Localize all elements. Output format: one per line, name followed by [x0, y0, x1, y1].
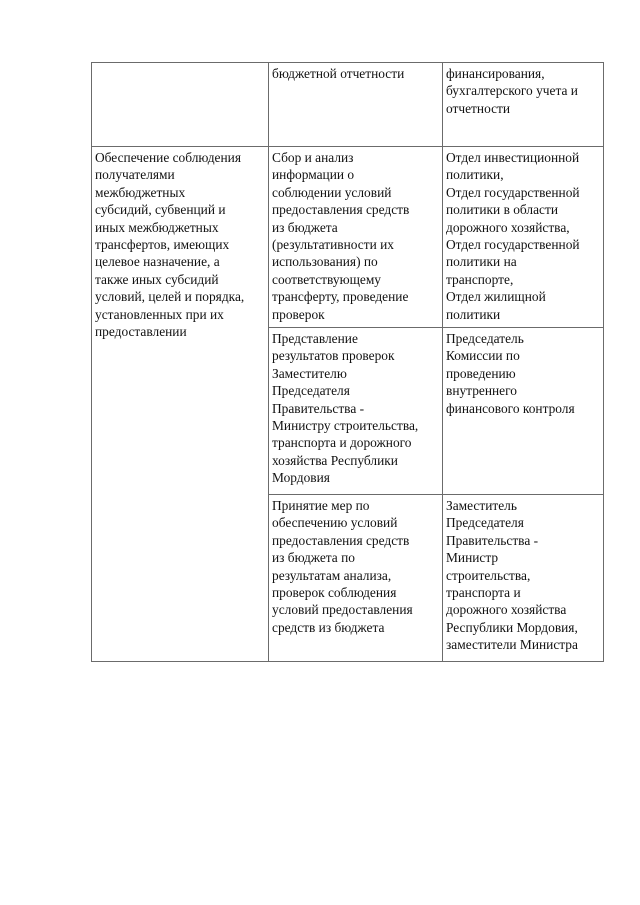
table-cell-responsible: финансирования, бухгалтерского учета и отчетности — [443, 63, 604, 147]
table-cell-action: Сбор и анализ информации о соблюдении условий предоставления средств из бюджета (результативности их использования) по соответствующему трансферту, проведение проверок — [269, 147, 443, 328]
table-row — [92, 147, 604, 328]
table-cell-task — [92, 63, 269, 147]
table-cell-action: бюджетной отчетности — [269, 63, 443, 147]
table-cell-responsible: Отдел инвестиционной политики, Отдел государственной политики в области дорожного хозяйства, Отдел государственной политики на транспорте, Отдел жилищной политики — [443, 147, 604, 328]
table-cell-task: Обеспечение соблюдения получателями межбюджетных субсидий, субвенций и иных межбюджетных трансфертов, имеющих целевое назначение, а также иных субсидий условий, целей и порядка, установленных при их предоставлении — [92, 147, 269, 662]
table-cell-responsible: Председатель Комиссии по проведению внутреннего финансового контроля — [443, 328, 604, 495]
table-cell-responsible: Заместитель Председателя Правительства - Министр строительства, транспорта и дорожного хозяйства Республики Мордовия, заместители Министра — [443, 495, 604, 662]
table-cell-action: Представление результатов проверок Заместителю Председателя Правительства - Министру строительства, транспорта и дорожного хозяйства Республики Мордовия — [269, 328, 443, 495]
table-row — [92, 63, 604, 147]
table-cell-action: Принятие мер по обеспечению условий предоставления средств из бюджета по результатам анализа, проверок соблюдения условий предоставления средств из бюджета — [269, 495, 443, 662]
responsibility-table — [91, 62, 604, 662]
